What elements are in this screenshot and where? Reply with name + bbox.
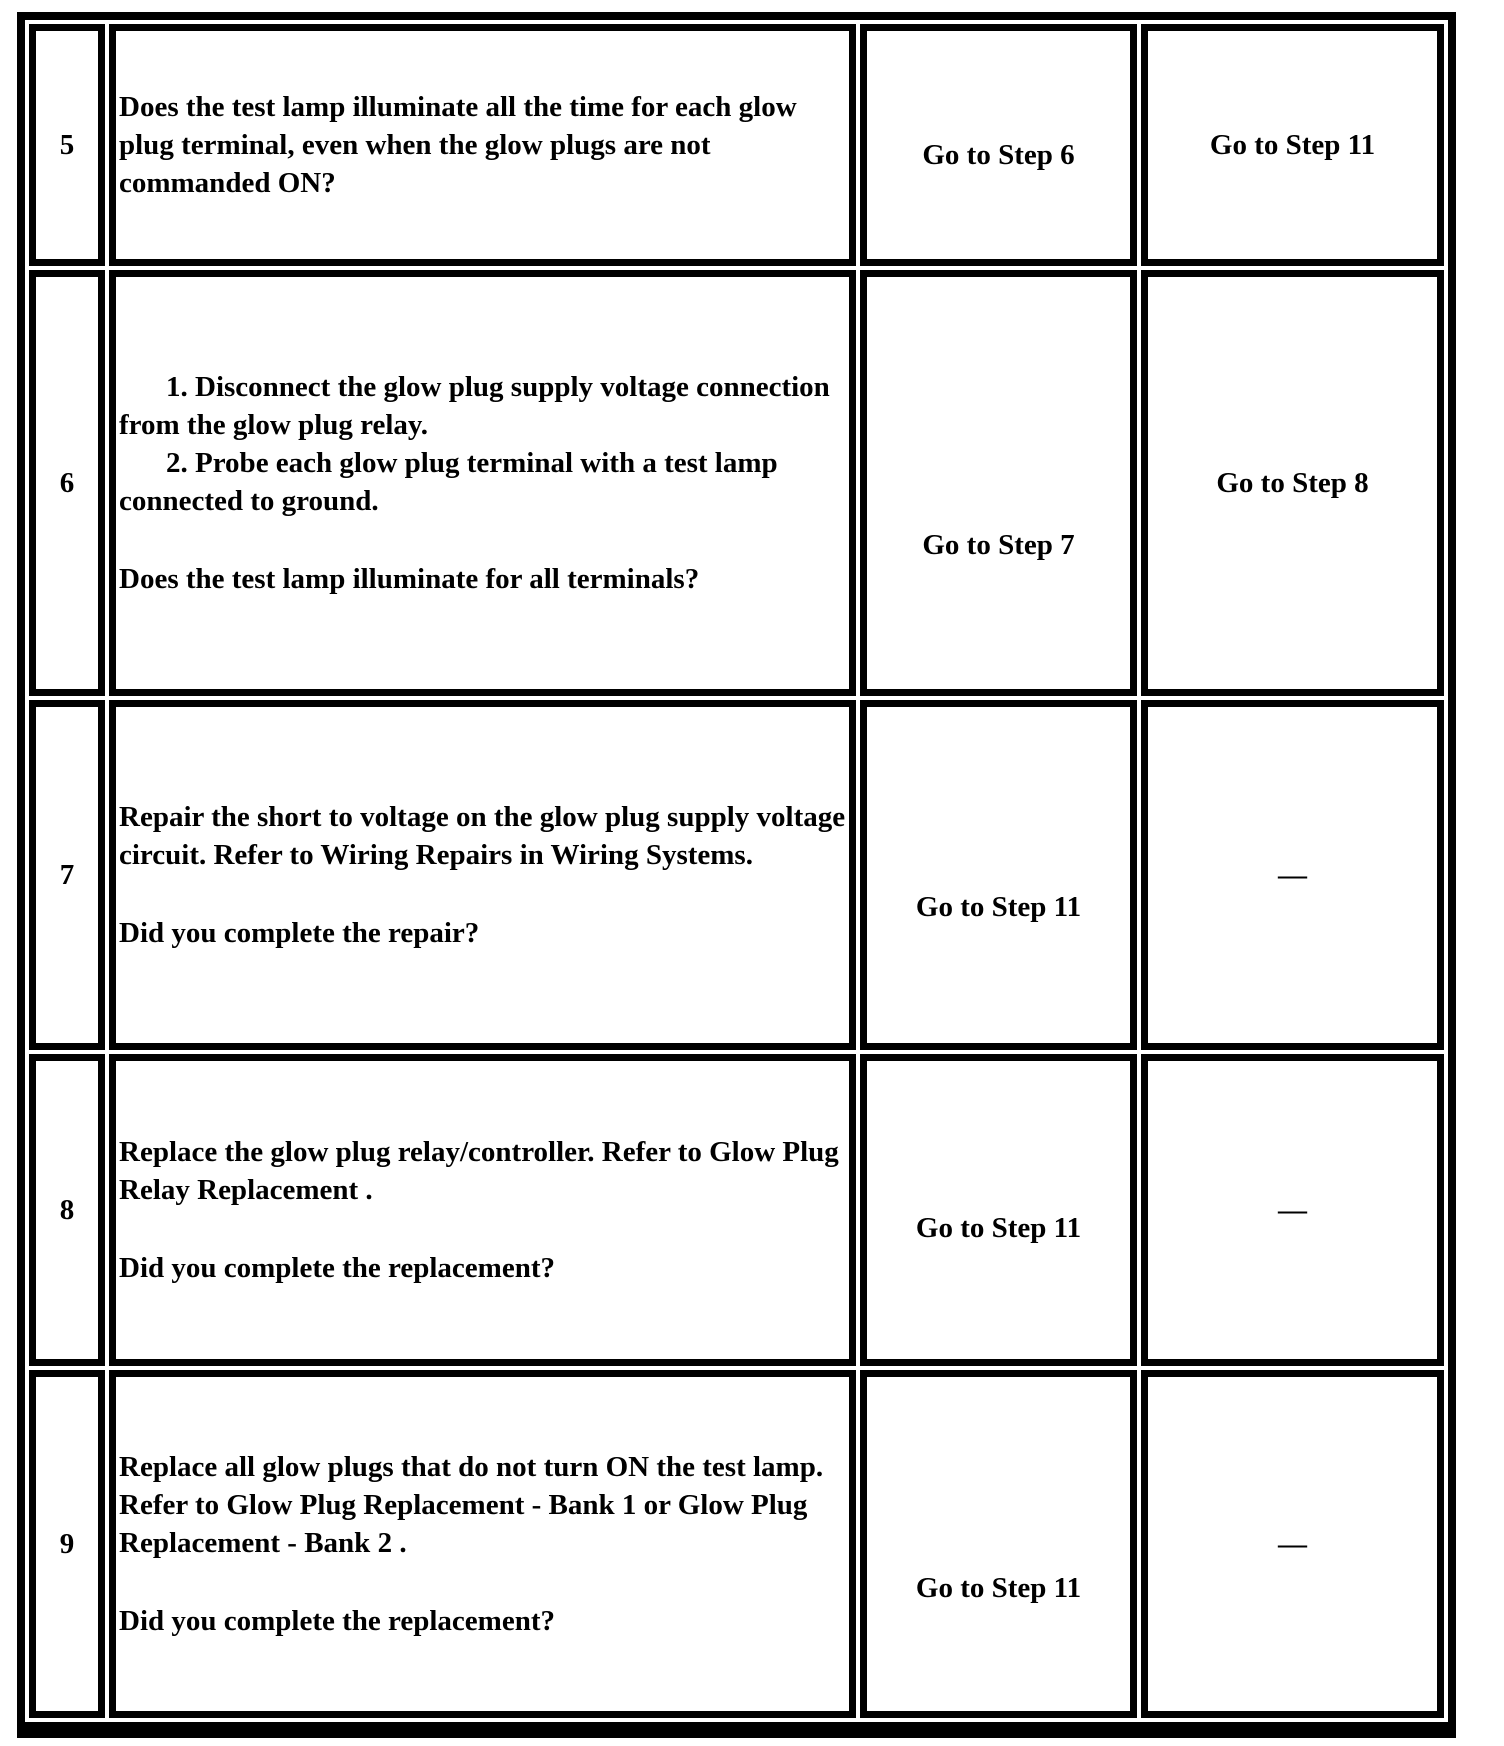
step-number: 7 (59, 859, 75, 891)
no-value-dash: — (1278, 1528, 1307, 1560)
action-cell (109, 1054, 856, 1366)
step-number-cell (29, 700, 105, 1050)
action-statement: Repair the short to voltage on the glow plug supply voltage circuit. Refer to Wiring Repairs in Wiring Systems. (119, 801, 846, 871)
table-top-border (25, 12, 1448, 20)
no-value: Go to Step 8 (1216, 467, 1369, 499)
step-number-cell (29, 270, 105, 696)
no-value: Go to Step 11 (1209, 129, 1376, 161)
action-question: Did you complete the replacement? (119, 1252, 555, 1284)
table-row-step-5 (29, 24, 1444, 266)
no-cell (1141, 270, 1444, 696)
action-cell (109, 1370, 856, 1718)
action-statement: Replace the glow plug relay/controller. Refer to Glow Plug Relay Replacement . (119, 1136, 839, 1206)
action-cell (109, 24, 856, 266)
diagnostic-step-table (25, 20, 1448, 1722)
yes-value: Go to Step 11 (915, 891, 1082, 923)
action-cell (109, 700, 856, 1050)
yes-cell (860, 1054, 1137, 1366)
yes-cell (860, 1370, 1137, 1718)
yes-cell (860, 270, 1137, 696)
step-number-cell (29, 1054, 105, 1366)
step-number: 8 (59, 1194, 75, 1226)
yes-value: Go to Step 11 (915, 1572, 1082, 1604)
action-cell (109, 270, 856, 696)
diagnostic-table (17, 12, 1456, 1738)
no-cell (1141, 1370, 1444, 1718)
step-number: 6 (59, 467, 75, 499)
step-number-cell (29, 1370, 105, 1718)
yes-value: Go to Step 11 (915, 1212, 1082, 1244)
no-value-dash: — (1278, 859, 1307, 891)
yes-cell (860, 700, 1137, 1050)
action-question: Did you complete the replacement? (119, 1605, 555, 1637)
yes-value: Go to Step 6 (922, 139, 1075, 171)
no-cell (1141, 700, 1444, 1050)
no-cell (1141, 24, 1444, 266)
table-row-step-9 (29, 1370, 1444, 1718)
step-number: 9 (59, 1528, 75, 1560)
action-question: Does the test lamp illuminate all the time for each glow plug terminal, even when the glow plugs are not commanded ON? (119, 91, 797, 199)
action-statement: Replace all glow plugs that do not turn ON the test lamp. Refer to Glow Plug Replacement - Bank 1 or Glow Plug Replacement - Bank 2 . (119, 1451, 824, 1559)
table-bottom-border (25, 1722, 1448, 1738)
table-row-step-6 (29, 270, 1444, 696)
step-number: 5 (59, 129, 75, 161)
action-question: Did you complete the repair? (119, 917, 480, 949)
table-row-step-8 (29, 1054, 1444, 1366)
step-number-cell (29, 24, 105, 266)
action-instruction: 2. Probe each glow plug terminal with a test lamp connected to ground. (119, 447, 778, 517)
yes-cell (860, 24, 1137, 266)
table-row-step-7 (29, 700, 1444, 1050)
no-cell (1141, 1054, 1444, 1366)
no-value-dash: — (1278, 1194, 1307, 1226)
yes-value: Go to Step 7 (922, 529, 1075, 561)
action-question: Does the test lamp illuminate for all terminals? (119, 563, 700, 595)
action-instruction: 1. Disconnect the glow plug supply voltage connection from the glow plug relay. (119, 371, 830, 441)
